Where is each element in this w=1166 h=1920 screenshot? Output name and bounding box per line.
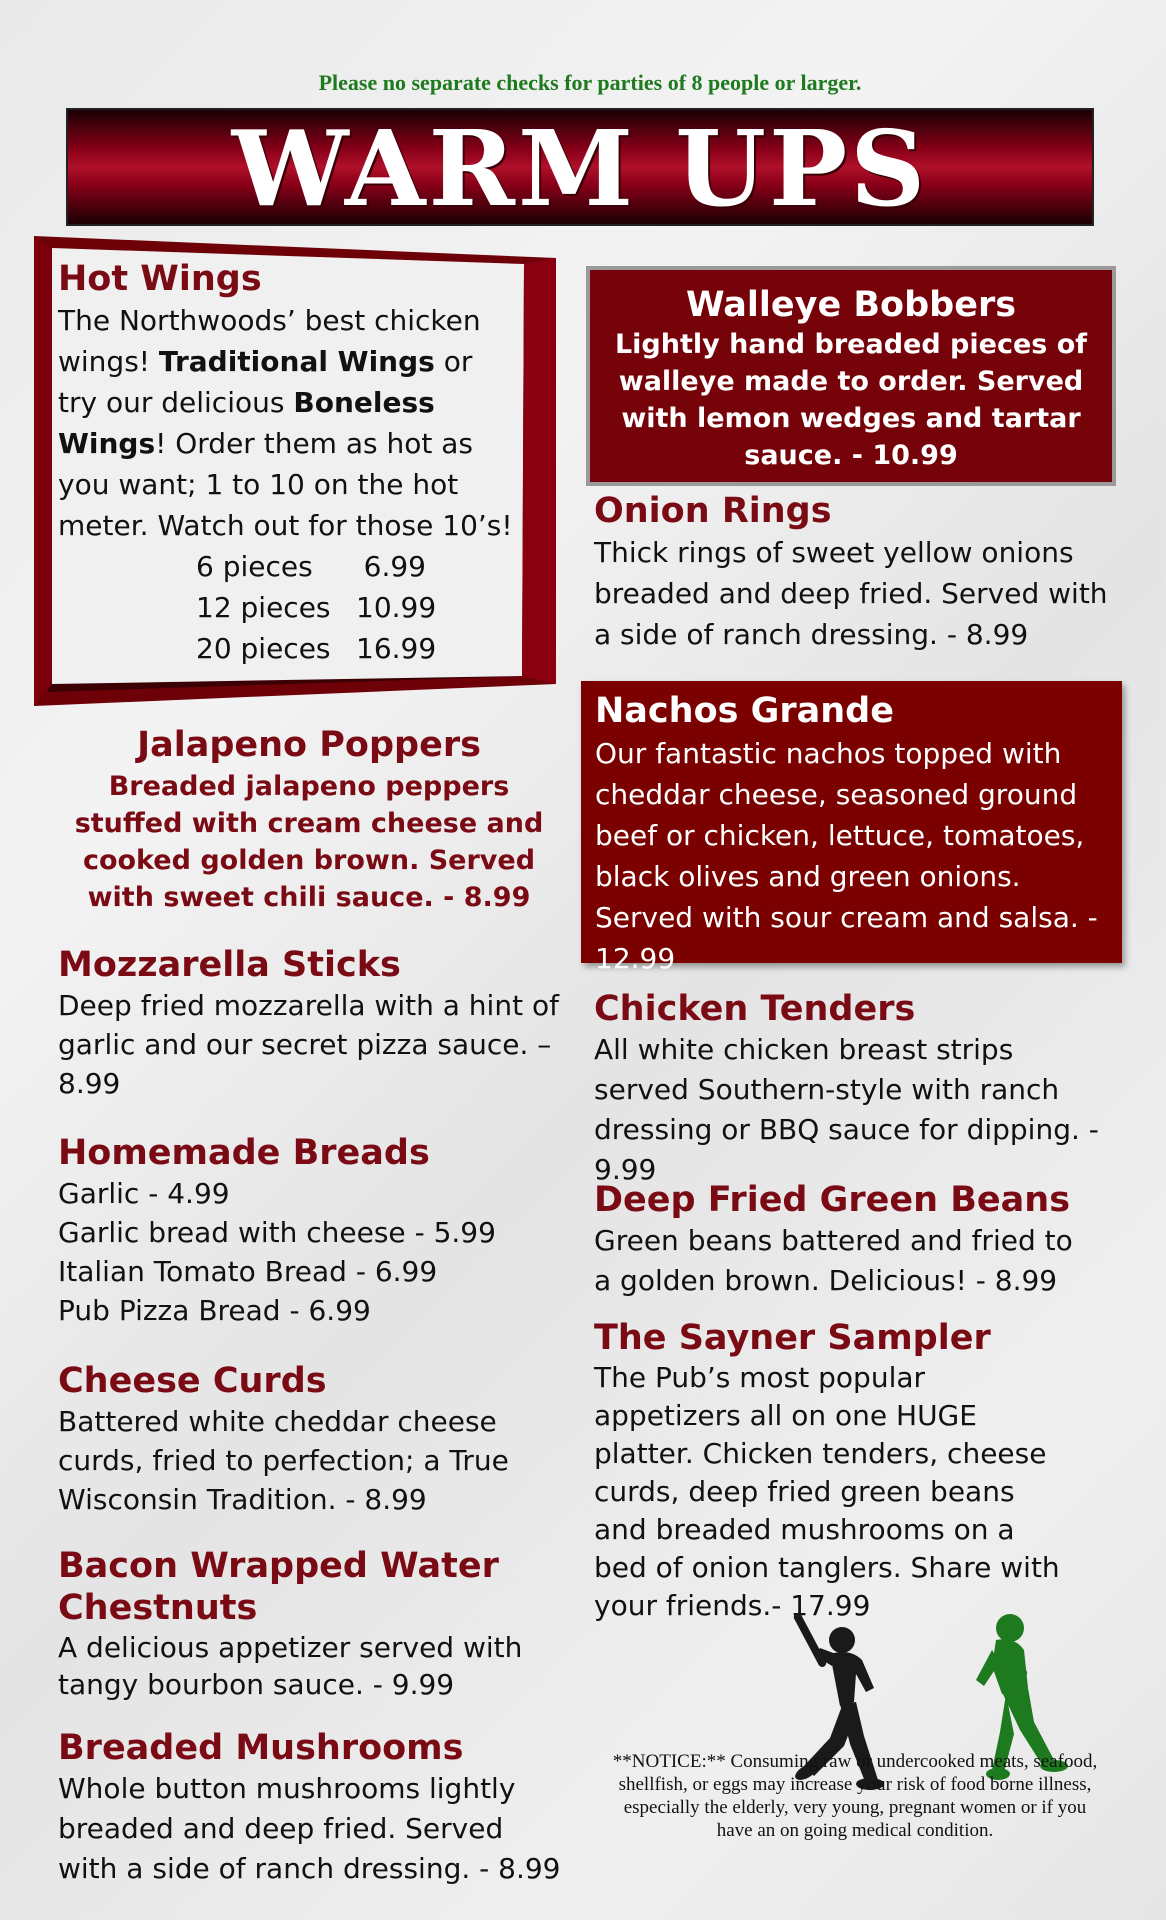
price-row xyxy=(58,628,518,669)
bread-line: Italian Tomato Bread - 6.99 xyxy=(58,1255,438,1288)
hot-wings-item xyxy=(58,258,518,669)
party-notice: Please no separate checks for parties of 8 people or larger. xyxy=(318,70,862,95)
mozzarella-description: Deep fried mozzarella with a hint of garlic and our secret pizza sauce. – 8.99 xyxy=(58,989,559,1100)
onion-rings-item xyxy=(594,490,1114,655)
bread-line: Pub Pizza Bread - 6.99 xyxy=(58,1294,371,1327)
homemade-breads-item xyxy=(58,1132,568,1330)
onion-rings-title: Onion Rings xyxy=(594,491,832,531)
tenders-description: All white chicken breast strips served Southern-style with ranch dressing or BBQ sauce for dipping. - 9.99 xyxy=(594,1033,1099,1186)
bacon-chestnuts-item xyxy=(58,1545,528,1703)
section-banner xyxy=(66,107,1094,230)
walleye-title: Walleye Bobbers xyxy=(685,285,1017,325)
mushrooms-description: Whole button mushrooms lightly breaded and deep fried. Served with a side of ranch dressing. - 8.99 xyxy=(58,1772,561,1885)
price-value: 6.99 xyxy=(363,550,426,583)
hot-wings-desc-1: The Northwoods’ best chicken wings! xyxy=(58,304,481,378)
bread-line: Garlic - 4.99 xyxy=(58,1177,230,1210)
bread-line: Garlic bread with cheese - 5.99 xyxy=(58,1216,496,1249)
nachos-description: Our fantastic nachos topped with cheddar cheese, seasoned ground beef or chicken, lettuce, tomatoes, black olives and green onions. Served with sour cream and salsa. - 12.99 xyxy=(595,737,1098,975)
food-safety-notice: **NOTICE:** Consuming raw or undercooked meats, seafood, shellfish, or eggs may increase your risk of food borne illness, especially the elderly, very young, pregnant women or if you have an on going medical condition. xyxy=(612,1751,1098,1841)
chicken-tenders-item xyxy=(594,988,1114,1190)
sayner-sampler-item xyxy=(594,1317,1074,1625)
sampler-description: The Pub’s most popular appetizers all on one HUGE platter. Chicken tenders, cheese curds, deep fried green beans and breaded mushrooms on a bed of onion tanglers. Share with your friends.- 17.99 xyxy=(594,1361,1060,1622)
boneless-wings-label: Boneless Wings xyxy=(58,386,435,460)
price-qty: 20 pieces xyxy=(196,632,331,665)
price-qty: 12 pieces xyxy=(196,591,331,624)
walleye-bobbers-box xyxy=(586,266,1116,486)
bacon-description: A delicious appetizer served with tangy bourbon sauce. - 9.99 xyxy=(58,1631,523,1701)
nachos-title: Nachos Grande xyxy=(595,691,894,731)
traditional-wings-label: Traditional Wings xyxy=(158,345,435,378)
walleye-description: Lightly hand breaded pieces of walleye made to order. Served with lemon wedges and tartar sauce. - 10.99 xyxy=(614,329,1088,471)
jalapeno-poppers-item xyxy=(58,722,560,916)
curds-title: Cheese Curds xyxy=(58,1361,327,1401)
price-value: 16.99 xyxy=(356,632,437,665)
mozzarella-sticks-item xyxy=(58,944,568,1103)
hot-wings-title: Hot Wings xyxy=(58,259,262,299)
jalapeno-title: Jalapeno Poppers xyxy=(137,725,481,765)
tenders-title: Chicken Tenders xyxy=(594,989,916,1029)
price-row xyxy=(58,587,518,628)
breads-title: Homemade Breads xyxy=(58,1133,430,1173)
sampler-title: The Sayner Sampler xyxy=(594,1318,991,1358)
cheese-curds-item xyxy=(58,1360,568,1519)
price-value: 10.99 xyxy=(356,591,437,624)
hot-wings-desc-2: or try our delicious xyxy=(58,345,473,419)
curds-description: Battered white cheddar cheese curds, fried to perfection; a True Wisconsin Tradition. - 8.99 xyxy=(58,1405,509,1516)
price-row xyxy=(58,546,518,587)
price-qty: 6 pieces xyxy=(196,550,313,583)
nachos-grande-box xyxy=(581,681,1122,975)
hot-wings-description xyxy=(58,300,518,546)
section-title: WARM UPS xyxy=(231,107,929,230)
green-beans-description: Green beans battered and fried to a golden brown. Delicious! - 8.99 xyxy=(594,1224,1073,1297)
mushrooms-title: Breaded Mushrooms xyxy=(58,1728,464,1768)
hot-wings-desc-3: ! Order them as hot as you want; 1 to 10 on the hot meter. Watch out for those 10’s! xyxy=(58,427,513,542)
onion-rings-description: Thick rings of sweet yellow onions breaded and deep fried. Served with a side of ranch dressing. - 8.99 xyxy=(594,536,1108,651)
mozzarella-title: Mozzarella Sticks xyxy=(58,945,401,985)
bacon-title: Bacon Wrapped Water Chestnuts xyxy=(58,1546,499,1628)
green-beans-title: Deep Fried Green Beans xyxy=(594,1180,1071,1220)
green-beans-item xyxy=(594,1179,1094,1301)
breaded-mushrooms-item xyxy=(58,1727,568,1889)
jalapeno-description: Breaded jalapeno peppers stuffed with cream cheese and cooked golden brown. Served with sweet chili sauce. - 8.99 xyxy=(74,771,544,913)
